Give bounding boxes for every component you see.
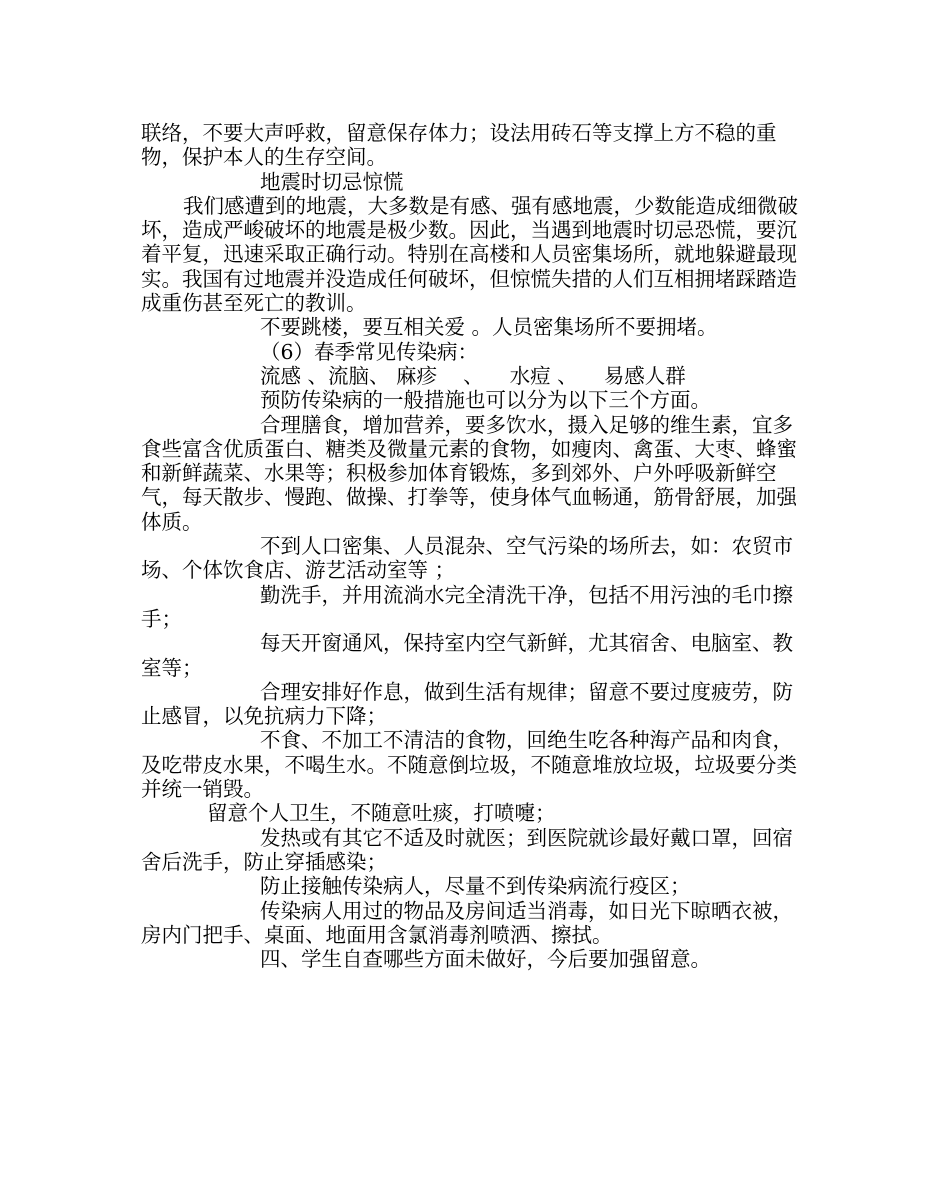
- paragraph-self-check: 四、学生自查哪些方面未做好，今后要加强留意。: [260, 947, 711, 972]
- paragraph-disinfection: 传染病人用过的物品及房间适当消毒，如日光下晾晒衣被，房内门把手、桌面、地面用含氯消毒剂喷洒、擦拭。: [141, 898, 793, 947]
- paragraph-no-jumping: 不要跳楼，要互相关爱 。人员密集场所不要拥堵。: [260, 315, 718, 340]
- paragraph-earthquake-panic: 我们感遭到的地震，大多数是有感、强有感地震，少数能造成细微破坏，造成严峻破坏的地震是极少数。因此，当遇到地震时切忌恐慌，要沉着平复，迅速采取正确行动。特别在高楼和人员密集场所，就地躲避最现实。我国有过地震并没造成任何破坏，但惊慌失措的人们互相拥堵踩踏造成重伤甚至死亡的教训。: [141, 193, 798, 316]
- paragraph-rest: 合理安排好作息，做到生活有规律；留意不要过度疲劳，防止感冒，以免抗病力下降；: [141, 679, 793, 729]
- paragraph-personal-hygiene: 留意个人卫生，不随意吐痰，打喷嚏；: [207, 801, 556, 826]
- paragraph-rescue-tips: 联络，不要大声呼救，留意保存体力；设法用砖石等支撑上方不稳的重物，保护本人的生存空间。: [141, 121, 777, 170]
- heading-no-panic: 地震时切忌惊慌: [260, 169, 404, 194]
- paragraph-ventilation: 每天开窗通风，保持室内空气新鲜，尤其宿舍、电脑室、教室等；: [141, 631, 793, 680]
- disease-list: 流感 、流脑、 麻疹 、 水痘 、 易感人群: [260, 363, 686, 388]
- paragraph-prevention-intro: 预防传染病的一般措施也可以分为以下三个方面。: [260, 388, 711, 413]
- paragraph-diet-exercise: 合理膳食，增加营养，要多饮水，摄入足够的维生素，宜多食些富含优质蛋白、糖类及微量元素的食物，如瘦肉、禽蛋、大枣、蜂蜜和新鲜蔬菜、水果等；积极参加体育锻炼，多到郊外、户外呼吸新鲜空气，每天散步、慢跑、做操、打拳等，使身体气血畅通，筋骨舒展，加强体质。: [141, 412, 797, 534]
- paragraph-avoid-crowds: 不到人口密集、人员混杂、空气污染的场所去，如：农贸市场、个体饮食店、游艺活动室等 ；: [141, 534, 793, 583]
- paragraph-see-doctor: 发热或有其它不适及时就医；到医院就诊最好戴口罩，回宿舍后洗手，防止穿插感染；: [141, 825, 793, 874]
- paragraph-food-hygiene: 不食、不加工不清洁的食物，回绝生吃各种海产品和肉食，及吃带皮水果，不喝生水。不随意倒垃圾，不随意堆放垃圾，垃圾要分类并统一销毁。: [141, 728, 797, 802]
- paragraph-hand-washing: 勤洗手，并用流淌水完全清洗干净，包括不用污浊的毛巾擦手；: [141, 582, 793, 631]
- document-body: [141, 121, 813, 971]
- heading-spring-diseases: （6）春季常见传染病：: [260, 339, 479, 364]
- paragraph-avoid-contact: 防止接触传染病人，尽量不到传染病流行疫区；: [260, 874, 691, 899]
